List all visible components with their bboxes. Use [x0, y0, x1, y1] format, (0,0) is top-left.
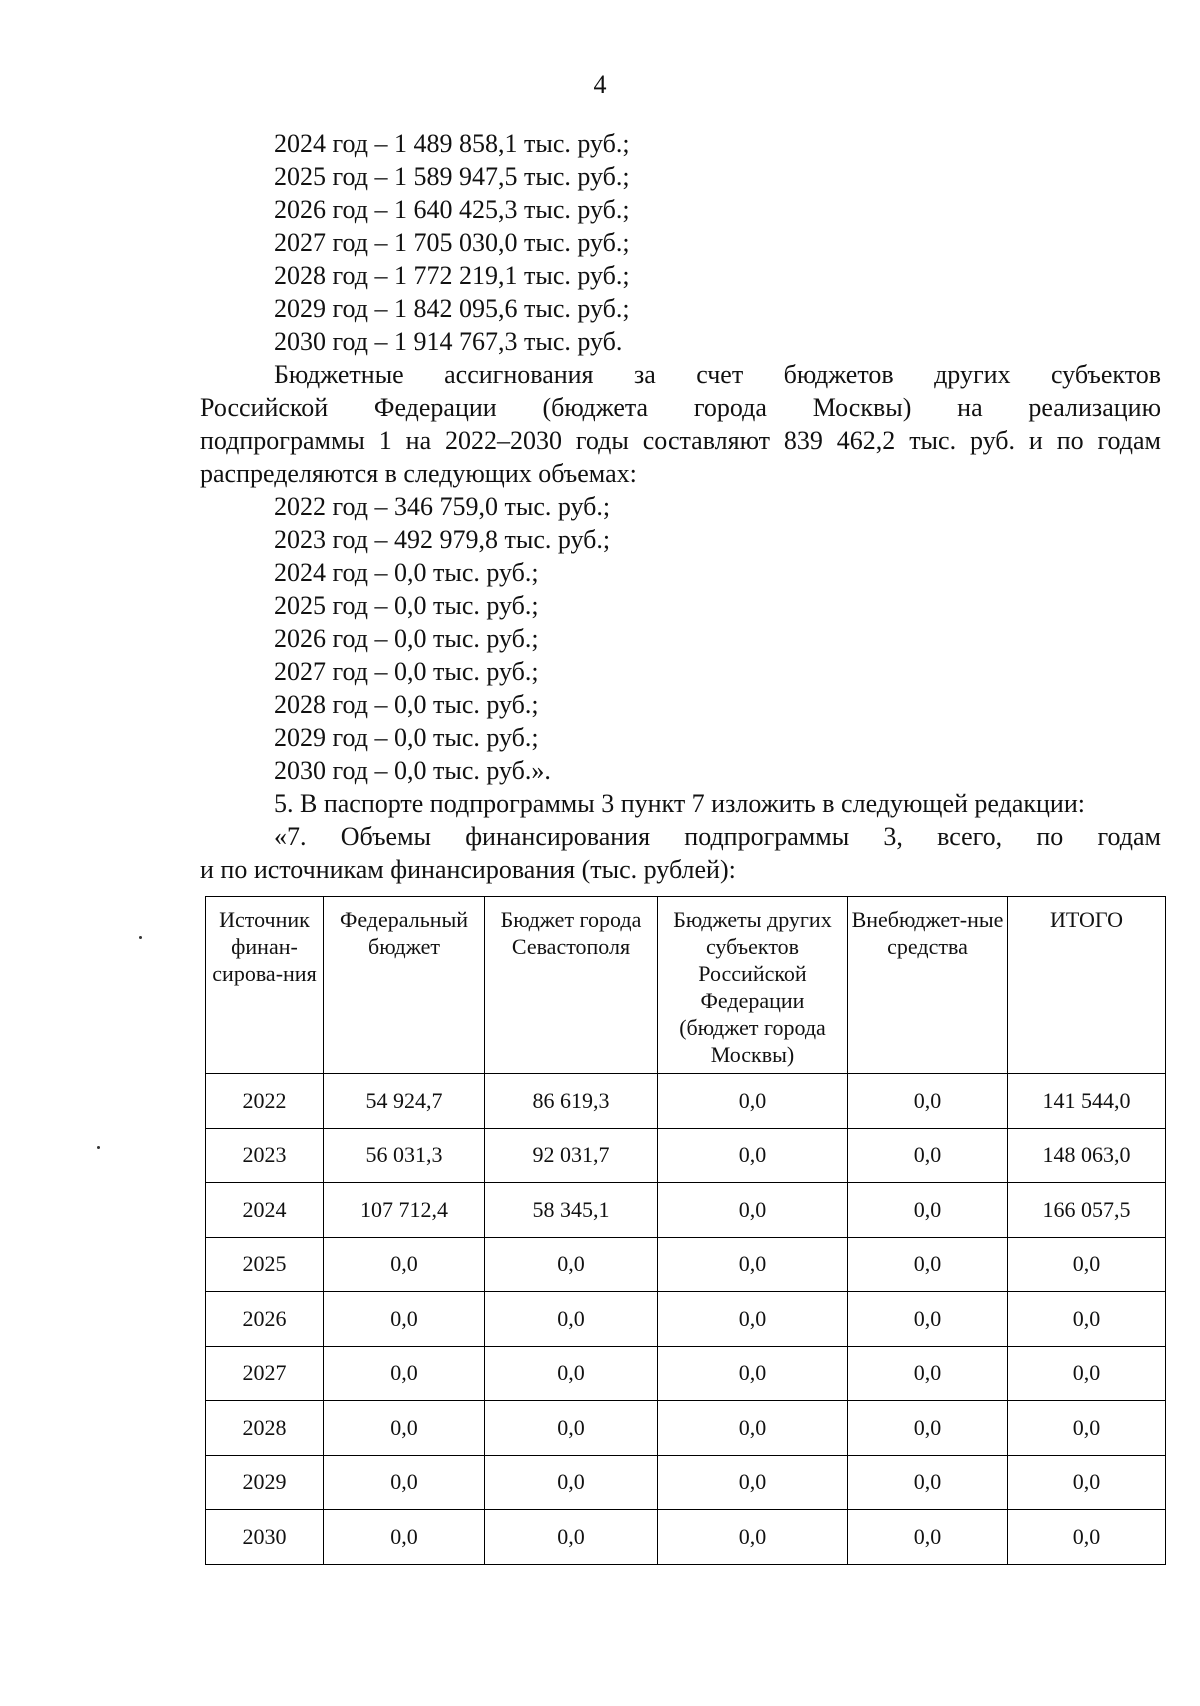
table-row: [206, 1510, 1166, 1565]
header-federal: Федеральный бюджет: [324, 897, 485, 1074]
table-cell: 0,0: [1008, 1510, 1166, 1565]
scan-speck: [97, 1146, 100, 1149]
table-cell: 0,0: [485, 1237, 658, 1292]
funding-line: 2024 год – 1 489 858,1 тыс. руб.;: [274, 129, 630, 158]
table-cell: 0,0: [658, 1510, 848, 1565]
paragraph-line: и по источникам финансирования (тыс. рублей):: [200, 855, 736, 884]
header-total: ИТОГО: [1008, 897, 1166, 1074]
funding-line: 2030 год – 1 914 767,3 тыс. руб.: [274, 327, 623, 356]
table-cell: 2029: [206, 1455, 324, 1510]
table-cell: 0,0: [658, 1292, 848, 1347]
table-cell: 0,0: [848, 1183, 1008, 1238]
table-cell: 0,0: [1008, 1292, 1166, 1347]
table-cell: 0,0: [1008, 1401, 1166, 1456]
document-body: [200, 127, 1161, 886]
table-cell: 107 712,4: [324, 1183, 485, 1238]
table-row: [206, 1128, 1166, 1183]
table-header-row: [206, 897, 1166, 1074]
funding-line: 2025 год – 1 589 947,5 тыс. руб.;: [274, 162, 630, 191]
table-row: [206, 1183, 1166, 1238]
financing-table: [205, 896, 1166, 1565]
table-cell: 0,0: [485, 1455, 658, 1510]
table-cell: 92 031,7: [485, 1128, 658, 1183]
funding-line: 2025 год – 0,0 тыс. руб.;: [274, 591, 539, 620]
paragraph-line: Бюджетные ассигнования за счет бюджетов других субъектов: [274, 360, 1161, 389]
table-cell: 2022: [206, 1074, 324, 1129]
table-cell: 2027: [206, 1346, 324, 1401]
table-cell: 0,0: [324, 1292, 485, 1347]
table-cell: 86 619,3: [485, 1074, 658, 1129]
table-cell: 0,0: [324, 1510, 485, 1565]
funding-line: 2023 год – 492 979,8 тыс. руб.;: [274, 525, 611, 554]
paragraph-line: «7. Объемы финансирования подпрограммы 3, всего, по годам: [274, 822, 1161, 851]
table-cell: 0,0: [848, 1237, 1008, 1292]
table-row: [206, 1237, 1166, 1292]
table-cell: 0,0: [485, 1401, 658, 1456]
header-extrabudgetary: Внебюджет-ные средства: [848, 897, 1008, 1074]
table-cell: 2023: [206, 1128, 324, 1183]
table-cell: 0,0: [324, 1401, 485, 1456]
table-cell: 2026: [206, 1292, 324, 1347]
funding-line: 2029 год – 1 842 095,6 тыс. руб.;: [274, 294, 630, 323]
moscow-budget-paragraph: [200, 358, 1161, 490]
financing-table-wrapper: [205, 896, 1166, 1565]
table-cell: 166 057,5: [1008, 1183, 1166, 1238]
table-cell: 2028: [206, 1401, 324, 1456]
table-cell: 0,0: [485, 1292, 658, 1347]
table-cell: 0,0: [324, 1237, 485, 1292]
table-cell: 148 063,0: [1008, 1128, 1166, 1183]
header-other-subjects: Бюджеты других субъектов Российской Федерации (бюджет города Москвы): [658, 897, 848, 1074]
table-cell: 0,0: [658, 1183, 848, 1238]
table-cell: 0,0: [324, 1346, 485, 1401]
table-row: [206, 1401, 1166, 1456]
table-cell: 0,0: [485, 1346, 658, 1401]
funding-line: 2022 год – 346 759,0 тыс. руб.;: [274, 492, 611, 521]
table-cell: 0,0: [485, 1510, 658, 1565]
funding-line: 2029 год – 0,0 тыс. руб.;: [274, 723, 539, 752]
table-cell: 0,0: [1008, 1237, 1166, 1292]
table-cell: 56 031,3: [324, 1128, 485, 1183]
funding-line: 2024 год – 0,0 тыс. руб.;: [274, 558, 539, 587]
table-row: [206, 1455, 1166, 1510]
table-cell: 0,0: [848, 1401, 1008, 1456]
table-row: [206, 1346, 1166, 1401]
table-cell: 0,0: [658, 1074, 848, 1129]
funding-list-moscow: [200, 490, 1161, 787]
table-cell: 0,0: [848, 1074, 1008, 1129]
table-cell: 0,0: [658, 1401, 848, 1456]
funding-line: 2030 год – 0,0 тыс. руб.».: [274, 756, 551, 785]
table-cell: 2030: [206, 1510, 324, 1565]
table-cell: 0,0: [658, 1128, 848, 1183]
table-cell: 54 924,7: [324, 1074, 485, 1129]
funding-list-total: [200, 127, 1161, 358]
table-cell: 0,0: [658, 1346, 848, 1401]
table-cell: 0,0: [658, 1455, 848, 1510]
item-5-heading: 5. В паспорте подпрограммы 3 пункт 7 изложить в следующей редакции:: [274, 789, 1085, 818]
table-cell: 2024: [206, 1183, 324, 1238]
funding-line: 2027 год – 0,0 тыс. руб.;: [274, 657, 539, 686]
table-cell: 0,0: [848, 1128, 1008, 1183]
table-cell: 0,0: [658, 1237, 848, 1292]
funding-line: 2028 год – 1 772 219,1 тыс. руб.;: [274, 261, 630, 290]
table-cell: 0,0: [848, 1346, 1008, 1401]
table-cell: 0,0: [848, 1292, 1008, 1347]
funding-line: 2027 год – 1 705 030,0 тыс. руб.;: [274, 228, 630, 257]
paragraph-line: Российской Федерации (бюджета города Москвы) на реализацию: [200, 393, 1161, 422]
table-cell: 58 345,1: [485, 1183, 658, 1238]
table-cell: 0,0: [848, 1510, 1008, 1565]
item-7-paragraph: [200, 820, 1161, 886]
table-row: [206, 1074, 1166, 1129]
page-number: 4: [593, 70, 607, 99]
table-cell: 0,0: [1008, 1346, 1166, 1401]
scan-speck: [139, 936, 142, 939]
table-cell: 0,0: [324, 1455, 485, 1510]
header-source: Источник финан-сирова-ния: [206, 897, 324, 1074]
funding-line: 2028 год – 0,0 тыс. руб.;: [274, 690, 539, 719]
funding-line: 2026 год – 1 640 425,3 тыс. руб.;: [274, 195, 630, 224]
table-cell: 0,0: [848, 1455, 1008, 1510]
funding-line: 2026 год – 0,0 тыс. руб.;: [274, 624, 539, 653]
table-row: [206, 1292, 1166, 1347]
paragraph-line: распределяются в следующих объемах:: [200, 459, 637, 488]
table-cell: 141 544,0: [1008, 1074, 1166, 1129]
table-cell: 2025: [206, 1237, 324, 1292]
header-sevastopol: Бюджет города Севастополя: [485, 897, 658, 1074]
table-cell: 0,0: [1008, 1455, 1166, 1510]
paragraph-line: подпрограммы 1 на 2022–2030 годы составляют 839 462,2 тыс. руб. и по годам: [200, 426, 1161, 455]
